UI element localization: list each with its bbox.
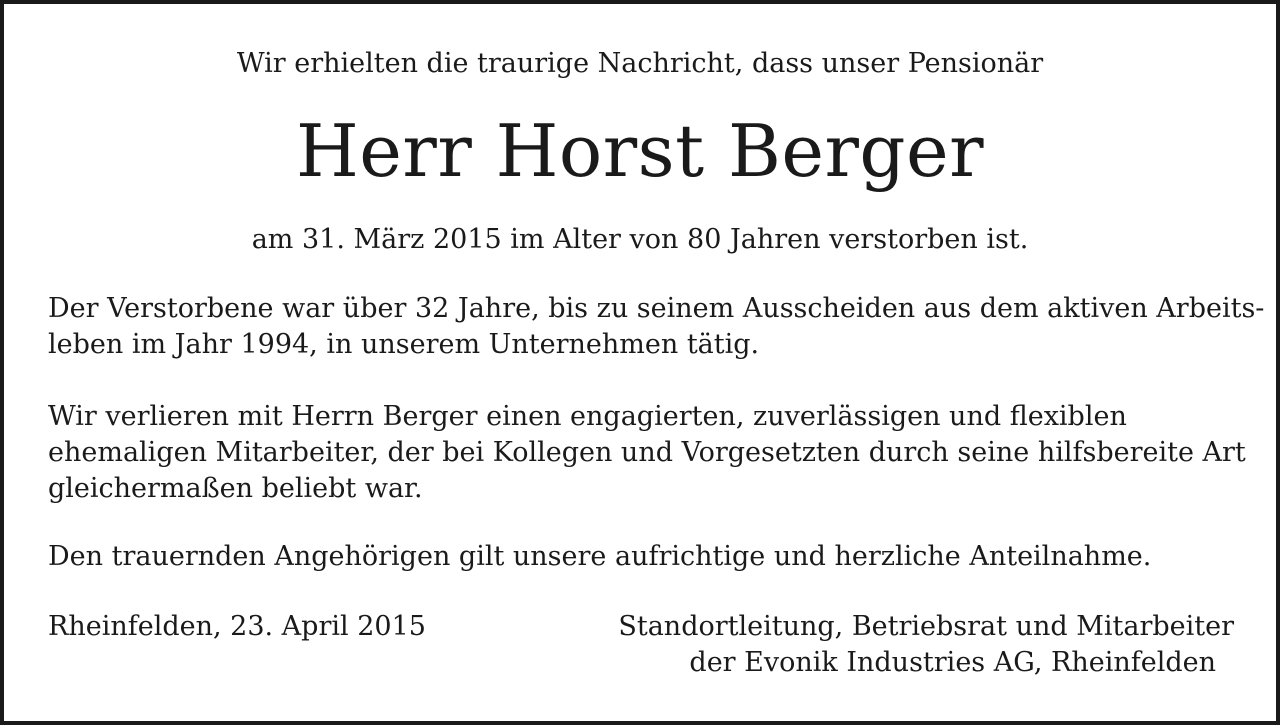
- intro-text: Wir erhielten die traurige Nachricht, dass unser Pensionär: [236, 48, 1044, 79]
- death-date-line: am 31. März 2015 im Alter von 80 Jahren verstorben ist.: [251, 224, 1029, 255]
- signature-line: der Evonik Industries AG, Rheinfelden: [689, 647, 1216, 678]
- career-paragraph: [48, 291, 1265, 363]
- paragraph-line: Der Verstorbene war über 32 Jahre, bis zu seinem Ausscheiden aus dem aktiven Arbeits-: [48, 293, 1265, 324]
- paragraph-line: gleichermaßen beliebt war.: [48, 473, 423, 504]
- deceased-name: Herr Horst Berger: [296, 109, 984, 193]
- paragraph-line: ehemaligen Mitarbeiter, der bei Kollegen und Vorgesetzten durch seine hilfsbereite Art: [48, 437, 1246, 468]
- paragraph-line: Wir verlieren mit Herrn Berger einen engagierten, zuverlässigen und flexiblen: [48, 401, 1127, 432]
- paragraph-line: leben im Jahr 1994, in unserem Unternehmen tätig.: [48, 329, 760, 360]
- signature-block: [618, 609, 1234, 681]
- paragraph-line: Den trauernden Angehörigen gilt unsere aufrichtige und herzliche Anteilnahme.: [48, 541, 1152, 572]
- tribute-paragraph: [48, 399, 1244, 507]
- signature-line: Standortleitung, Betriebsrat und Mitarbeiter: [618, 611, 1234, 642]
- condolence-paragraph: [48, 539, 1244, 575]
- place-and-date: Rheinfelden, 23. April 2015: [48, 611, 426, 642]
